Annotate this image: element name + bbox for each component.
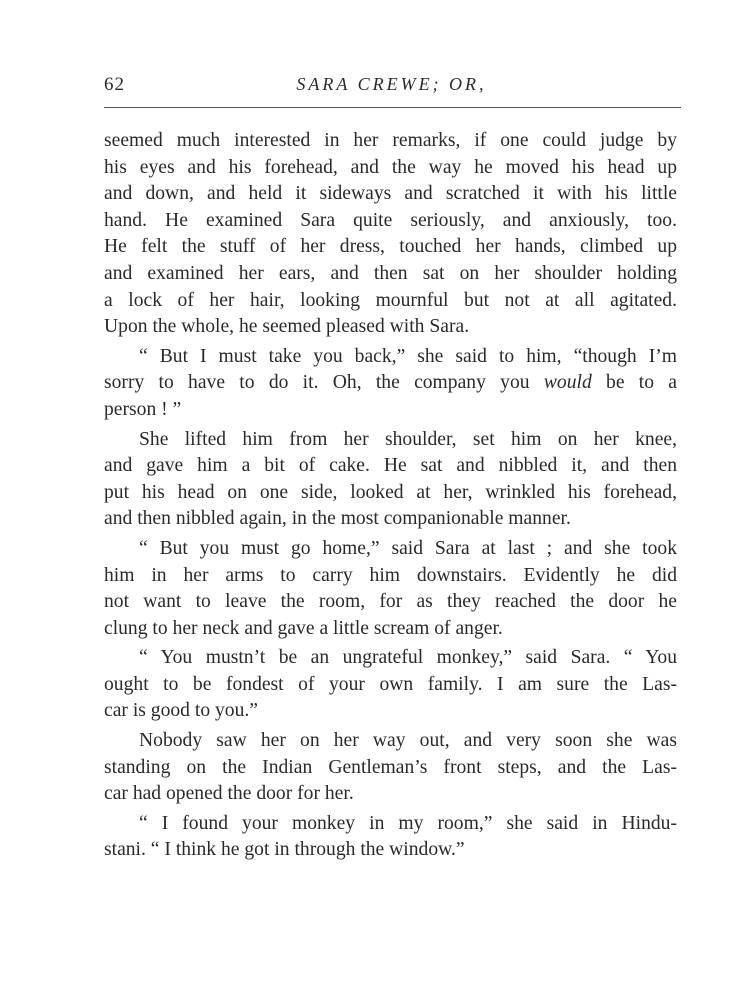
text-line: “ You mustn’t be an ungrateful monkey,” said Sara. “ You [139, 647, 677, 669]
page-header [104, 74, 679, 102]
text-line: car had opened the door for her. [104, 783, 354, 805]
text-segment: be to a [591, 372, 677, 394]
text-line [104, 370, 677, 397]
text-line: and examined her ears, and then sat on her shoulder holding [104, 262, 677, 284]
italic-text: would [543, 372, 592, 394]
text-line: “ I found your monkey in my room,” she said in Hindu- [139, 812, 677, 834]
text-line: ought to be fondest of your own family. I am sure the Las- [104, 673, 677, 695]
text-line: and down, and held it sideways and scratched it with his little [104, 183, 677, 205]
running-head: SARA CREWE; OR, [296, 74, 487, 94]
header-rule [104, 107, 681, 108]
text-line: not want to leave the room, for as they reached the door he [104, 591, 677, 613]
text-line: car is good to you.” [104, 700, 258, 722]
text-line: put his head on one side, looked at her, wrinkled his forehead, [104, 481, 677, 503]
text-line: person ! ” [104, 398, 182, 420]
text-line: his eyes and his forehead, and the way he moved his head up [104, 156, 677, 178]
text-line: He felt the stuff of her dress, touched her hands, climbed up [104, 236, 677, 258]
text-line: “ But you must go home,” said Sara at last ; and she took [139, 537, 677, 559]
text-line: and then nibbled again, in the most companionable manner. [104, 508, 571, 530]
text-line: stani. “ I think he got in through the window.” [104, 839, 465, 861]
text-line: She lifted him from her shoulder, set him on her knee, [139, 428, 677, 450]
text-line: hand. He examined Sara quite seriously, and anxiously, too. [104, 209, 677, 231]
text-line: clung to her neck and gave a little scream of anger. [104, 617, 503, 639]
text-line: “ But I must take you back,” she said to him, “though I’m [139, 345, 677, 367]
text-line: Nobody saw her on her way out, and very soon she was [139, 730, 677, 752]
text-line: a lock of her hair, looking mournful but not at all agitated. [104, 289, 677, 311]
text-line: seemed much interested in her remarks, if one could judge by [104, 130, 677, 151]
body-text [104, 128, 677, 864]
text-line: standing on the Indian Gentleman’s front steps, and the Las- [104, 756, 677, 778]
text-line: Upon the whole, he seemed pleased with Sara. [104, 316, 470, 338]
text-segment: sorry to have to do it. Oh, the company you [104, 372, 530, 394]
text-line: him in her arms to carry him downstairs. Evidently he did [104, 564, 677, 586]
page-number: 62 [104, 74, 125, 95]
text-line: and gave him a bit of cake. He sat and nibbled it, and then [104, 455, 677, 477]
